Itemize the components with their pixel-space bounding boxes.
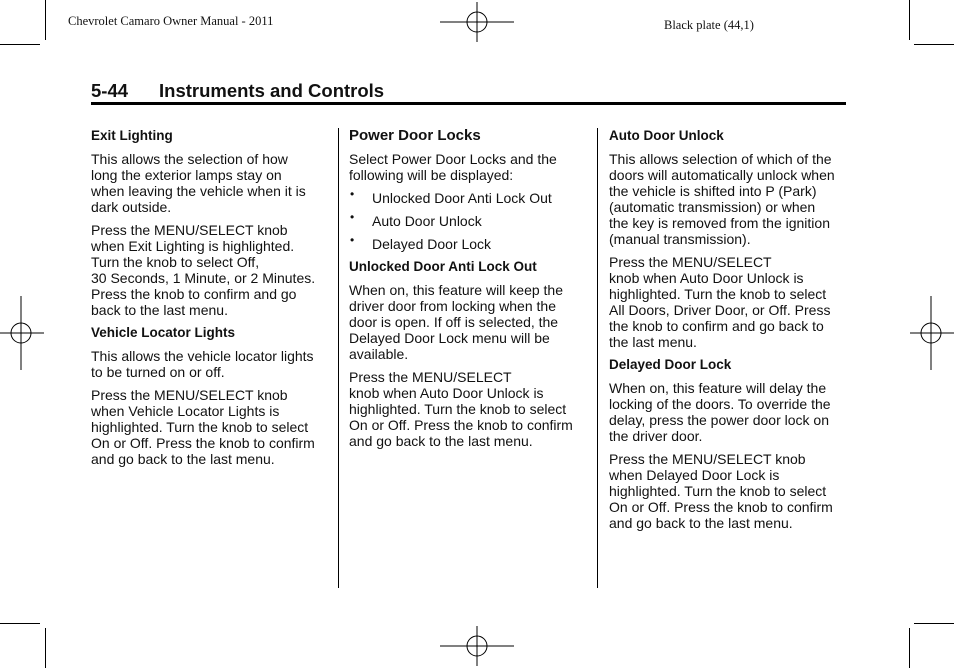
crop-mark bbox=[914, 623, 954, 624]
bullet-icon: • bbox=[350, 187, 355, 201]
section-heading: Power Door Locks bbox=[349, 127, 481, 144]
bullet-icon: • bbox=[350, 210, 355, 224]
bullet-icon: • bbox=[350, 233, 355, 247]
page-number: 5-44 bbox=[91, 80, 129, 101]
paragraph: Select Power Door Locks and the following will be displayed: bbox=[349, 151, 557, 183]
crop-mark bbox=[914, 44, 954, 45]
column-divider bbox=[338, 128, 339, 588]
registration-mark-right bbox=[910, 296, 954, 370]
page-title: Instruments and Controls bbox=[159, 80, 385, 101]
subheading: Unlocked Door Anti Lock Out bbox=[349, 259, 537, 274]
page-title-bar bbox=[91, 80, 846, 105]
paragraph: This allows selection of which of the doors will automatically unlock when the vehicle is shifted into P (Park) (automatic transmission) or when the key is removed from the ignition (manual transmission). bbox=[609, 151, 835, 247]
paragraph: Press the MENU/SELECT knob when Auto Door Unlock is highlighted. Turn the knob to select On or Off. Press the knob to confirm and go back to the last menu. bbox=[349, 369, 573, 449]
subheading: Vehicle Locator Lights bbox=[91, 325, 236, 340]
bullet-text: Unlocked Door Anti Lock Out bbox=[372, 190, 552, 206]
paragraph: Press the MENU/SELECT knob when Auto Door Unlock is highlighted. Turn the knob to select All Doors, Driver Door, or Off. Press the knob to confirm and go back to the last menu. bbox=[609, 254, 831, 350]
bullet-item bbox=[349, 233, 589, 252]
crop-mark bbox=[909, 628, 910, 668]
paragraph: Press the MENU/SELECT knob when Vehicle Locator Lights is highlighted. Turn the knob to select On or Off. Press the knob to confirm and go back to the last menu. bbox=[91, 387, 315, 467]
bullet-text: Delayed Door Lock bbox=[372, 236, 492, 252]
crop-mark bbox=[909, 0, 910, 40]
header-manual-title: Chevrolet Camaro Owner Manual - 2011 bbox=[68, 14, 274, 28]
column-divider bbox=[597, 128, 598, 588]
paragraph: When on, this feature will delay the locking of the doors. To override the delay, press the power door lock on the driver door. bbox=[609, 380, 831, 444]
subheading: Auto Door Unlock bbox=[609, 128, 724, 143]
paragraph: When on, this feature will keep the driver door from locking when the door is open. If off is selected, the Delayed Door Lock menu will be available. bbox=[349, 282, 564, 362]
bullet-text: Auto Door Unlock bbox=[372, 213, 482, 229]
paragraph: This allows the vehicle locator lights to be turned on or off. bbox=[91, 348, 314, 380]
paragraph: Press the MENU/SELECT knob when Delayed Door Lock is highlighted. Turn the knob to select On or Off. Press the knob to confirm and go back to the last menu. bbox=[609, 451, 833, 531]
subheading: Delayed Door Lock bbox=[609, 357, 732, 372]
paragraph: Press the MENU/SELECT knob when Exit Lighting is highlighted. Turn the knob to select Off, 30 Seconds, 1 Minute, or 2 Minutes. Press the knob to confirm and go back to the last menu. bbox=[91, 222, 316, 318]
crop-mark bbox=[0, 44, 40, 45]
header-plate-info: Black plate (44,1) bbox=[664, 18, 754, 32]
bullet-item bbox=[349, 187, 589, 206]
registration-mark-top bbox=[440, 2, 514, 42]
crop-mark bbox=[0, 623, 40, 624]
bullet-item bbox=[349, 210, 589, 229]
registration-mark-bottom bbox=[440, 626, 514, 666]
paragraph: This allows the selection of how long the exterior lamps stay on when leaving the vehicle when it is dark outside. bbox=[91, 151, 306, 215]
column-2 bbox=[349, 128, 589, 456]
column-3 bbox=[609, 128, 849, 538]
crop-mark bbox=[45, 0, 46, 40]
subheading: Exit Lighting bbox=[91, 128, 173, 143]
registration-mark-left bbox=[0, 296, 44, 370]
column-1 bbox=[91, 128, 331, 474]
crop-mark bbox=[45, 628, 46, 668]
